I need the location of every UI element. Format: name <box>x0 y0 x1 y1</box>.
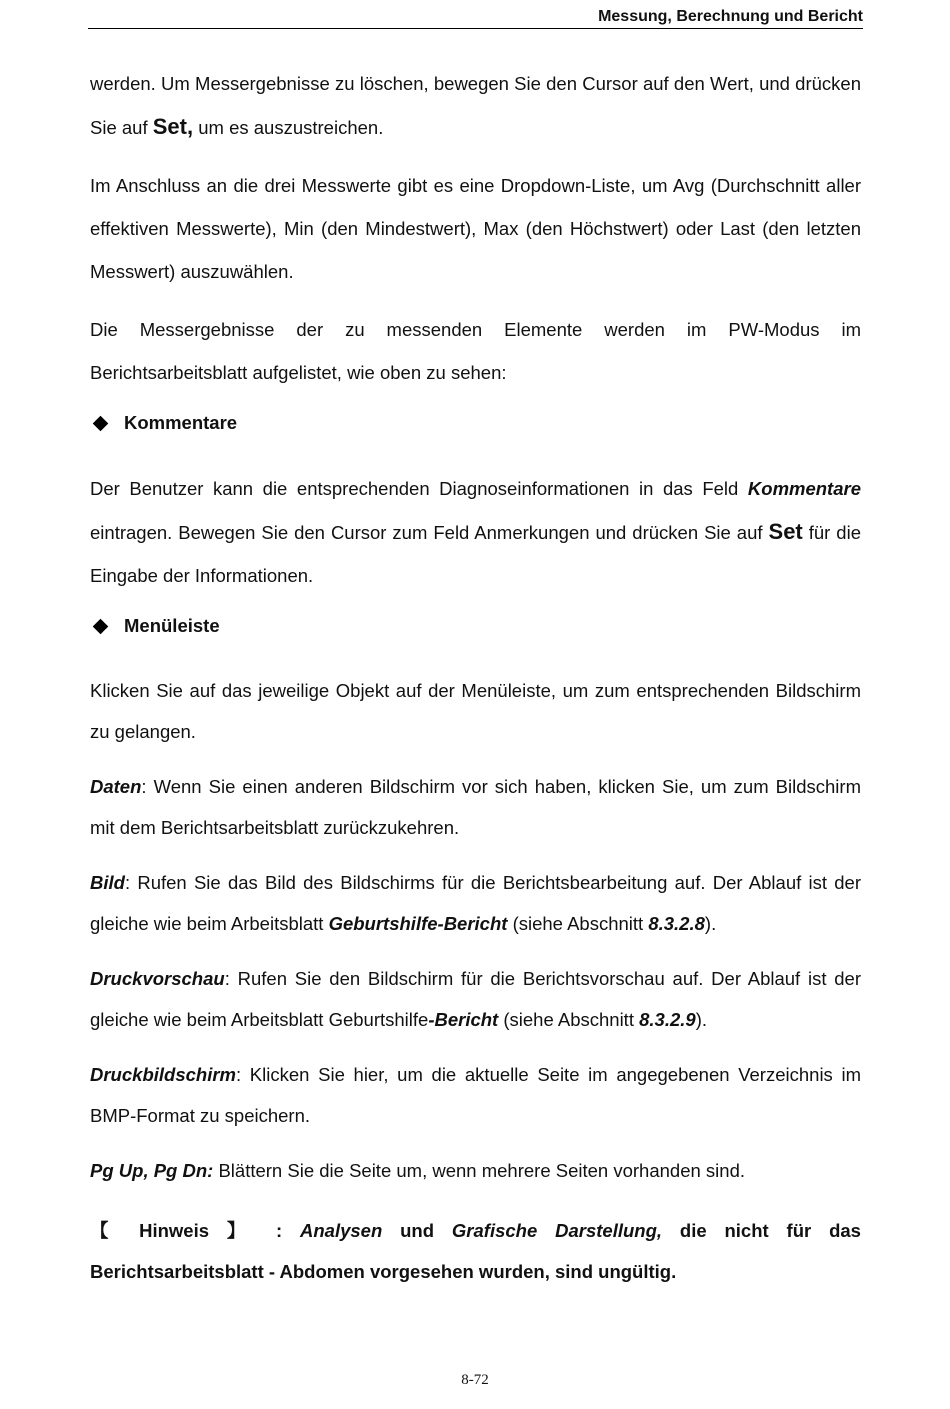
diamond-bullet-icon <box>93 618 109 634</box>
text: Blättern Sie die Seite um, wenn mehrere Seiten vorhanden sind. <box>213 1160 745 1181</box>
heading-text: Kommentare <box>124 412 238 433</box>
paragraph-kommentare <box>90 467 861 597</box>
paragraph-pg-up-dn <box>90 1150 861 1191</box>
paragraph-dropdown: Im Anschluss an die drei Messwerte gibt es eine Dropdown-Liste, um Avg (Durchschnitt aller effektiven Messwerte), Min (den Mindestwert), Max (den Höchstwert) oder Last (den letzten Messwert) auszuwählen. <box>90 175 861 282</box>
paragraph-pw-mode: Die Messergebnisse der zu messenden Elemente werden im PW-Modus im Berichtsarbeitsblatt aufgelistet, wie oben zu sehen: <box>90 319 861 383</box>
term-druckvorschau: Druckvorschau <box>90 968 225 989</box>
text: eintragen. Bewegen Sie den Cursor zum Feld Anmerkungen und drücken Sie auf <box>90 522 769 543</box>
paragraph-druckbildschirm <box>90 1054 861 1136</box>
text: ). <box>704 913 717 934</box>
paragraph-menueleiste: Klicken Sie auf das jeweilige Objekt auf der Menüleiste, um zum entsprechenden Bildschirm zu gelangen. <box>90 680 861 742</box>
page-content <box>90 62 861 1310</box>
text: die nicht für das Berichtsarbeitsblatt - Abdomen vorgesehen wurden, sind ungültig. <box>90 1219 861 1282</box>
section-number: 8.3.2.8 <box>648 913 705 934</box>
term-pg-up-dn: Pg Up, Pg Dn: <box>90 1160 214 1181</box>
page-number: 8-72 <box>461 1372 489 1388</box>
paragraph-daten <box>90 766 861 848</box>
text: : Rufen Sie das Bild des Bildschirms für die Berichtsbearbeitung auf. Der Ablauf ist der gleiche wie beim Arbeitsblatt <box>90 872 861 934</box>
term-daten: Daten <box>90 776 142 797</box>
text: (siehe Abschnitt <box>507 913 649 934</box>
note-hinweis <box>90 1210 861 1292</box>
term-analysen: Analysen <box>300 1219 383 1241</box>
diamond-bullet-icon <box>93 415 109 431</box>
reference-title: -Bericht <box>428 1009 499 1030</box>
term-bild: Bild <box>90 872 125 893</box>
set-key-label: Set, <box>152 114 194 139</box>
text: und <box>382 1219 452 1241</box>
text: : Klicken Sie hier, um die aktuelle Seite im angegebenen Verzeichnis im BMP-Format zu speichern. <box>90 1064 861 1126</box>
text: für die Eingabe der Informationen. <box>90 522 861 586</box>
page-header: Messung, Berechnung und Bericht <box>88 8 863 29</box>
text: : Wenn Sie einen anderen Bildschirm vor sich haben, klicken Sie, um zum Bildschirm mit dem Berichtsarbeitsblatt zurückzukehren. <box>90 776 861 838</box>
heading-text: Menüleiste <box>124 615 220 636</box>
text: ). <box>695 1009 707 1030</box>
text: Der Benutzer kann die entsprechenden Diagnoseinformationen in das Feld <box>90 478 748 499</box>
paragraph-bild <box>90 862 861 944</box>
term-grafische-darstellung: Grafische Darstellung, <box>451 1219 663 1241</box>
text: werden. Um Messergebnisse zu löschen, bewegen Sie den Cursor auf den Wert, und drücken Sie auf <box>90 73 861 138</box>
note-label: 【 Hinweis 】 : <box>90 1219 300 1241</box>
field-name-kommentare: Kommentare <box>747 478 861 499</box>
section-heading-menueleiste <box>90 612 861 640</box>
set-key-label: Set <box>768 519 803 544</box>
term-druckbildschirm: Druckbildschirm <box>90 1064 236 1085</box>
text: um es auszustreichen. <box>193 117 384 138</box>
reference-title: Geburtshilfe-Bericht <box>328 913 508 934</box>
section-heading-kommentare <box>90 409 861 437</box>
section-number: 8.3.2.9 <box>639 1009 696 1030</box>
text: : Rufen Sie den Bildschirm für die Berichtsvorschau auf. Der Ablauf ist der gleiche wie beim Arbeitsblatt Geburtshilfe <box>90 968 861 1030</box>
paragraph-druckvorschau <box>90 958 861 1040</box>
paragraph-delete-results <box>90 62 861 149</box>
text: (siehe Abschnitt <box>498 1009 640 1030</box>
